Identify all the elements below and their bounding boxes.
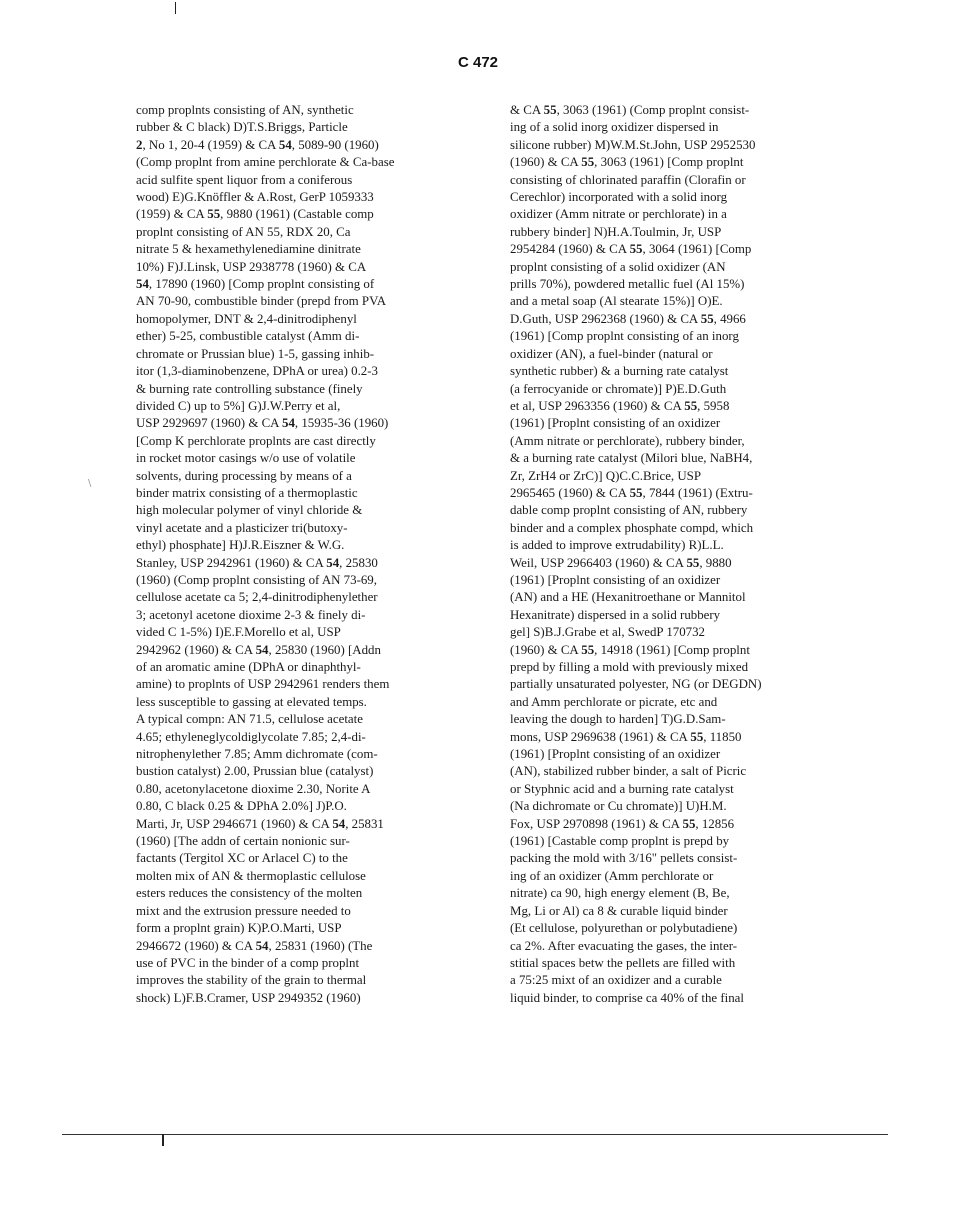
text-line: partially unsaturated polyester, NG (or DEGDN) xyxy=(510,677,762,692)
text-line: (1961) [Proplnt consisting of an oxidizer xyxy=(510,416,721,431)
text-line: et al, USP 2963356 (1960) & CA 55, 5958 xyxy=(510,398,730,413)
text-line: homopolymer, DNT & 2,4-dinitrodiphenyl xyxy=(136,311,357,326)
text-line: shock) L)F.B.Cramer, USP 2949352 (1960) xyxy=(136,990,361,1005)
text-line: bustion catalyst) 2.00, Prussian blue (catalyst) xyxy=(136,764,374,779)
text-line: AN 70-90, combustible binder (prepd from PVA xyxy=(136,294,387,309)
text-line: (1960) (Comp proplnt consisting of AN 73-69, xyxy=(136,572,377,587)
text-line: 4.65; ethyleneglycoldiglycolate 7.85; 2,4-di- xyxy=(136,729,366,744)
text-line: and a metal soap (Al stearate 15%)] O)E. xyxy=(510,294,723,309)
text-line: prepd by filling a mold with previously mixed xyxy=(510,660,749,674)
text-line: consisting of chlorinated paraffin (Clorafin or xyxy=(510,172,746,187)
right-column xyxy=(510,102,840,1007)
text-line: oxidizer (AN), a fuel-binder (natural or xyxy=(510,346,713,361)
text-line: cellulose acetate ca 5; 2,4-dinitrodiphenylether xyxy=(136,590,378,605)
text-line: oxidizer (Amm nitrate or perchlorate) in a xyxy=(510,207,727,222)
text-line: rubbery binder] N)H.A.Toulmin, Jr, USP xyxy=(510,224,722,239)
text-line: liquid binder, to comprise ca 40% of the final xyxy=(510,990,744,1005)
text-line: (1959) & CA 55, 9880 (1961) (Castable comp xyxy=(136,207,374,222)
text-line: Marti, Jr, USP 2946671 (1960) & CA 54, 25831 xyxy=(136,816,384,831)
text-line: Stanley, USP 2942961 (1960) & CA 54, 25830 xyxy=(136,555,378,570)
text-line: nitrophenylether 7.85; Amm dichromate (com- xyxy=(136,747,378,762)
text-line: (1960) & CA 55, 3063 (1961) [Comp proplnt xyxy=(510,155,744,170)
text-line: (Comp proplnt from amine perchlorate & Ca-base xyxy=(136,155,395,170)
text-line: A typical compn: AN 71.5, cellulose acetate xyxy=(136,712,363,727)
text-line: in rocket motor casings w/o use of volatile xyxy=(136,451,356,466)
text-line: (1961) [Proplnt consisting of an oxidizer xyxy=(510,572,721,587)
text-line: 10%) F)J.Linsk, USP 2938778 (1960) & CA xyxy=(136,259,367,274)
bottom-rule xyxy=(62,1134,888,1135)
text-line: (1961) [Proplnt consisting of an oxidizer xyxy=(510,747,721,762)
text-line: 2954284 (1960) & CA 55, 3064 (1961) [Comp xyxy=(510,242,752,257)
text-line: silicone rubber) M)W.M.St.John, USP 2952530 xyxy=(510,137,756,152)
text-line: 2946672 (1960) & CA 54, 25831 (1960) (The xyxy=(136,938,373,953)
text-line: Weil, USP 2966403 (1960) & CA 55, 9880 xyxy=(510,555,732,570)
text-line: ing of a solid inorg oxidizer dispersed in xyxy=(510,120,719,135)
text-line: proplnt consisting of a solid oxidizer (AN xyxy=(510,259,726,274)
text-line: (Amm nitrate or perchlorate), rubbery binder, xyxy=(510,433,745,448)
text-line: gel] S)B.J.Grabe et al, SwedP 170732 xyxy=(510,625,706,640)
text-line: (1960) & CA 55, 14918 (1961) [Comp proplnt xyxy=(510,642,750,657)
text-line: itor (1,3-diaminobenzene, DPhA or urea) 0.2-3 xyxy=(136,364,378,379)
text-line: vided C 1-5%) I)E.F.Morello et al, USP xyxy=(136,625,341,640)
text-line: 2942962 (1960) & CA 54, 25830 (1960) [Addn xyxy=(136,642,381,657)
text-line: ethyl) phosphate] H)J.R.Eiszner & W.G. xyxy=(136,538,345,553)
text-line: ca 2%. After evacuating the gases, the inter- xyxy=(510,938,738,953)
text-line: or Styphnic acid and a burning rate catalyst xyxy=(510,781,734,796)
text-line: D.Guth, USP 2962368 (1960) & CA 55, 4966 xyxy=(510,311,746,326)
text-line: Fox, USP 2970898 (1961) & CA 55, 12856 xyxy=(510,816,735,831)
text-line: divided C) up to 5%] G)J.W.Perry et al, xyxy=(136,398,341,413)
text-line: binder and a complex phosphate compd, which xyxy=(510,520,754,535)
text-line: use of PVC in the binder of a comp proplnt xyxy=(136,955,360,970)
text-line: less susceptible to gassing at elevated temps. xyxy=(136,694,367,709)
text-line: solvents, during processing by means of a xyxy=(136,468,352,483)
text-line: high molecular polymer of vinyl chloride & xyxy=(136,503,363,518)
text-line: factants (Tergitol XC or Arlacel C) to the xyxy=(136,851,348,866)
text-line: prills 70%), powdered metallic fuel (Al 15%) xyxy=(510,277,745,292)
left-column xyxy=(136,102,474,1007)
text-line: dable comp proplnt consisting of AN, rubbery xyxy=(510,503,748,518)
text-line: of an aromatic amine (DPhA or dinaphthyl- xyxy=(136,660,361,674)
text-line: Mg, Li or Al) ca 8 & curable liquid binder xyxy=(510,903,728,918)
text-line: USP 2929697 (1960) & CA 54, 15935-36 (1960) xyxy=(136,416,389,431)
text-line: 0.80, acetonylacetone dioxime 2.30, Norite A xyxy=(136,781,371,796)
bottom-tick-mark xyxy=(162,1134,164,1146)
text-line: ing of an oxidizer (Amm perchlorate or xyxy=(510,868,714,883)
text-line: mixt and the extrusion pressure needed to xyxy=(136,903,351,918)
text-line: 2, No 1, 20-4 (1959) & CA 54, 5089-90 (1960) xyxy=(136,137,379,152)
text-line: and Amm perchlorate or picrate, etc and xyxy=(510,694,718,709)
text-line: Cerechlor) incorporated with a solid inorg xyxy=(510,190,728,205)
text-line: 0.80, C black 0.25 & DPhA 2.0%] J)P.O. xyxy=(136,799,347,814)
text-line: [Comp K perchlorate proplnts are cast directly xyxy=(136,433,376,448)
text-line: vinyl acetate and a plasticizer tri(butoxy- xyxy=(136,520,348,535)
text-line: (1960) [The addn of certain nonionic sur- xyxy=(136,834,350,849)
text-line: 54, 17890 (1960) [Comp proplnt consisting of xyxy=(136,277,375,292)
text-line: leaving the dough to harden] T)G.D.Sam- xyxy=(510,712,726,727)
text-line: (Et cellulose, polyurethan or polybutadiene) xyxy=(510,921,738,936)
text-line: mons, USP 2969638 (1961) & CA 55, 11850 xyxy=(510,729,742,744)
text-line: proplnt consisting of AN 55, RDX 20, Ca xyxy=(136,224,351,239)
text-line: ether) 5-25, combustible catalyst (Amm di- xyxy=(136,329,360,344)
text-line: wood) E)G.Knöffler & A.Rost, GerP 1059333 xyxy=(136,190,374,205)
text-line: nitrate) ca 90, high energy element (B, Be, xyxy=(510,886,730,901)
text-line: (AN), stabilized rubber binder, a salt of Picric xyxy=(510,764,747,779)
stray-mark: \ xyxy=(88,478,92,489)
text-line: improves the stability of the grain to thermal xyxy=(136,973,367,988)
text-line: comp proplnts consisting of AN, synthetic xyxy=(136,103,354,117)
top-margin-mark xyxy=(175,2,176,14)
text-line: acid sulfite spent liquor from a coniferous xyxy=(136,172,353,187)
text-line: esters reduces the consistency of the molten xyxy=(136,886,363,901)
text-line: synthetic rubber) & a burning rate catalyst xyxy=(510,364,729,379)
text-line: binder matrix consisting of a thermoplastic xyxy=(136,485,358,500)
text-line: & burning rate controlling substance (finely xyxy=(136,381,363,396)
text-line: 2965465 (1960) & CA 55, 7844 (1961) (Extru- xyxy=(510,485,753,500)
text-line: (1961) [Comp proplnt consisting of an inorg xyxy=(510,329,739,344)
text-line: molten mix of AN & thermoplastic cellulose xyxy=(136,868,366,883)
text-line: (a ferrocyanide or chromate)] P)E.D.Guth xyxy=(510,381,727,396)
text-line: a 75:25 mixt of an oxidizer and a curable xyxy=(510,973,722,988)
text-line: Zr, ZrH4 or ZrC)] Q)C.C.Brice, USP xyxy=(510,468,702,483)
text-line: (Na dichromate or Cu chromate)] U)H.M. xyxy=(510,799,727,814)
page-header: C 472 xyxy=(457,54,499,71)
text-line: packing the mold with 3/16" pellets consist- xyxy=(510,851,738,866)
text-line: stitial spaces betw the pellets are filled with xyxy=(510,955,736,970)
text-line: & CA 55, 3063 (1961) (Comp proplnt consist- xyxy=(510,103,750,117)
text-line: is added to improve extrudability) R)L.L. xyxy=(510,538,724,553)
text-line: rubber & C black) D)T.S.Briggs, Particle xyxy=(136,120,348,135)
text-line: & a burning rate catalyst (Milori blue, NaBH4, xyxy=(510,451,753,466)
text-line: nitrate 5 & hexamethylenediamine dinitrate xyxy=(136,242,361,257)
text-line: chromate or Prussian blue) 1-5, gassing inhib- xyxy=(136,346,375,361)
text-line: (AN) and a HE (Hexanitroethane or Mannitol xyxy=(510,590,746,605)
text-line: (1961) [Castable comp proplnt is prepd by xyxy=(510,834,730,849)
text-line: 3; acetonyl acetone dioxime 2-3 & finely di- xyxy=(136,607,366,622)
text-line: amine) to proplnts of USP 2942961 renders them xyxy=(136,677,390,692)
text-line: Hexanitrate) dispersed in a solid rubbery xyxy=(510,607,721,622)
text-line: form a proplnt grain) K)P.O.Marti, USP xyxy=(136,921,342,936)
